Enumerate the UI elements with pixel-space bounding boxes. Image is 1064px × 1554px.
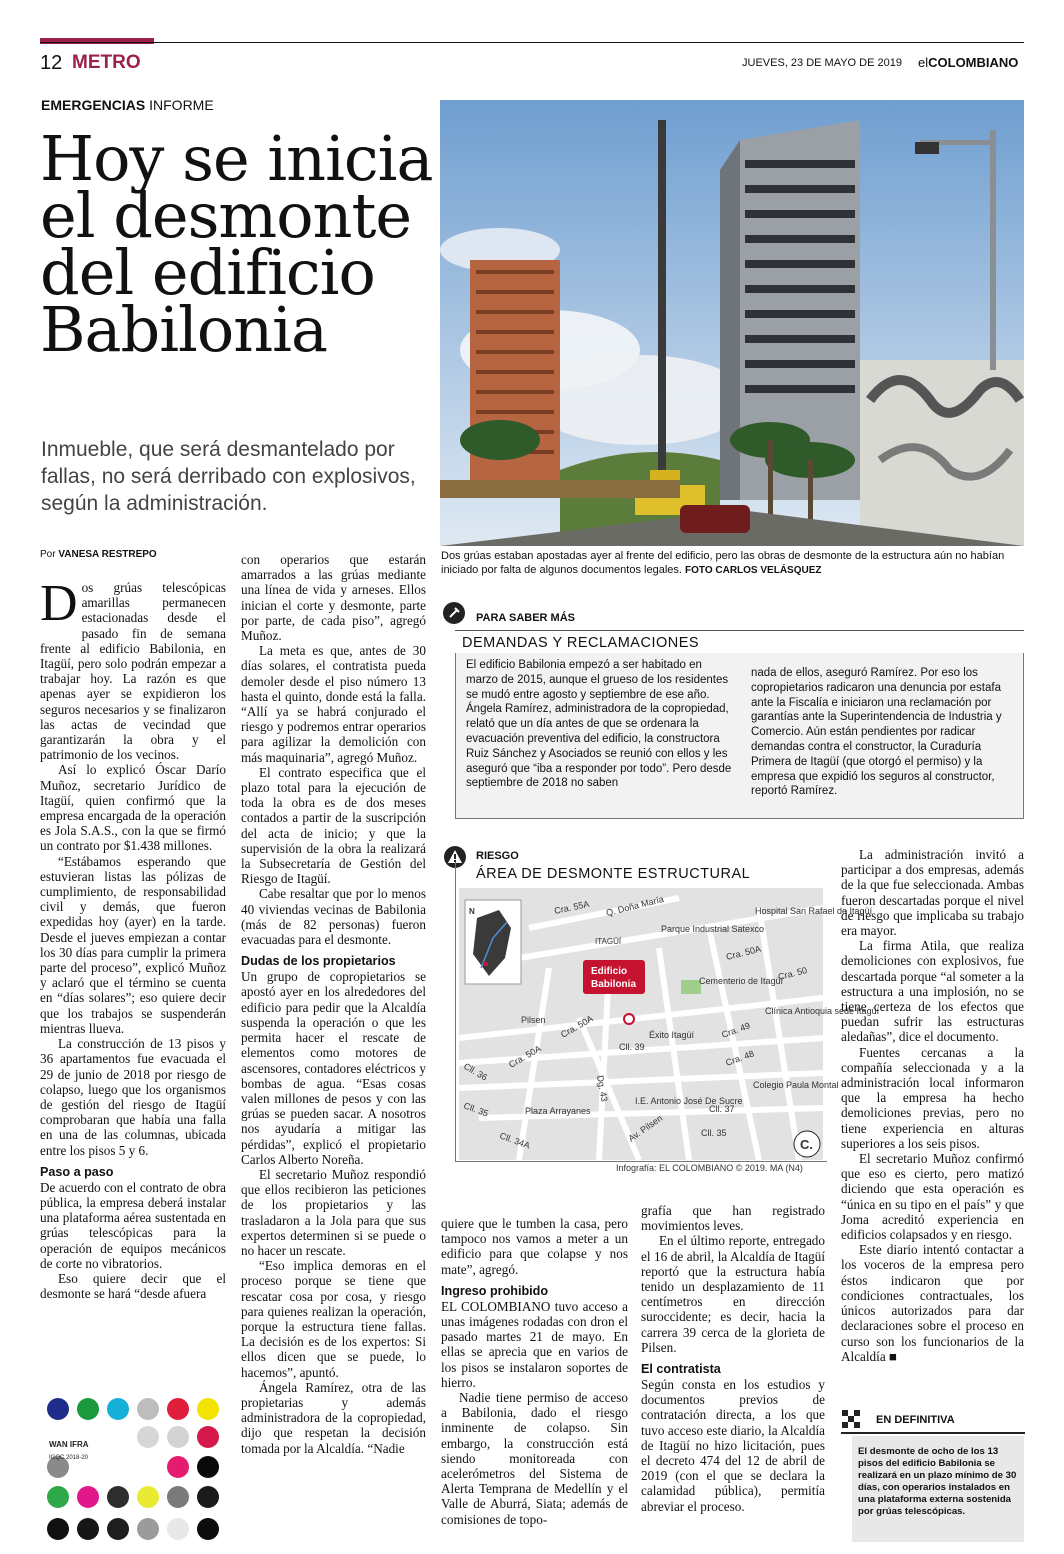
article-subhead: Inmueble, que será desmantelado por fallas, no será derribado con explosivos, según la administración.	[41, 438, 416, 515]
street-label: Cll. 34A	[498, 1130, 532, 1151]
end-mark: ■	[888, 1348, 897, 1364]
sidebar-rule	[455, 630, 1024, 631]
photo-caption: Dos grúas estaban apostadas ayer al frente del edificio, pero las obras de desmonte de la estructura aún no habían iniciado por falta de algunos documentos legales. FOTO CARLOS VELÁSQUEZ	[441, 550, 1005, 576]
street-label: Cll. 36	[462, 1061, 490, 1083]
poi-label: Éxito Itagüí	[649, 1030, 695, 1040]
paragraph: El secretario Muñoz respondió que ellos recibieron las peticiones de los propietarios y las trasladaron a la Jola para que sus expertos determinen si se puede o no hacer un rescate.	[241, 1166, 426, 1258]
street-label: Cra. 50A	[507, 1043, 543, 1070]
summary-text: El desmonte de ocho de los 13 pisos del edificio Babilonia se realizará en un plazo mínimo de 30 días, con operarios instalados en una plataforma externa sostenida por grúas telescópicas.	[858, 1446, 1017, 1517]
article-headline: Hoy se inicia el desmonte del edificio Babilonia	[40, 122, 433, 366]
poi-label: Pilsen	[521, 1015, 546, 1025]
paragraph: Nadie tiene permiso de acceso a Babilonia, dado el riesgo inminente de colapso. Sin embargo, la construcción está siendo monitoreada con acelerómetros del Sistema de Alerta Temprana de Medellín y el Valle de Aburrá, Siata; además de comisiones de topo-	[441, 1390, 628, 1527]
paragraph: quiere que le tumben la casa, pero tampoco nos vamos a meter a un edificio para que colapse y nos mate”, agregó.	[441, 1216, 628, 1277]
newspaper-logo: elCOLOMBIANO	[918, 55, 1019, 70]
paragraph: Según consta en los estudios y documentos previos de contratación directa, a los que tuvo acceso este diario, la Alcaldía de Itagüí no hizo licitación, pues el decreto 474 del 12 de abril de 2019 (con el que se declara la calamidad pública), permitía abreviar el proceso.	[641, 1377, 825, 1514]
map-title: ÁREA DE DESMONTE ESTRUCTURAL	[476, 866, 751, 882]
sidebar-text-left: El edificio Babilonia empezó a ser habitado en marzo de 2015, aunque el grueso de los residentes se mudó entre agosto y septiembre de ese año. Ángela Ramírez, administradora de la copropiedad, relató que un día antes de que se ordenara la evacuación preventiva del edificio, la constructora Ruiz Sánchez y Asociados se reunió con ellos y les aseguró que “iba a responder por todo”. Pero desde septiembre de 2018 no saben	[466, 659, 732, 790]
paragraph: “Estábamos esperando que estuvieran listas las pólizas de cumplimiento, de responsabilidad civil y demás, que fueron expedidas hoy (ayer) en la tarde. Desde el jueves empiezan a contar los 30 días para cumplir la primera parte del proceso”, explicó Muñoz y aclaró que el término se cuenta en “días solares”; eso quiere decir que los trabajos se suspenderán mientras llueva.	[40, 853, 226, 1036]
pin-icon	[443, 602, 465, 624]
paragraph: grafía que han registrado movimientos leves.	[641, 1203, 825, 1234]
sidebar-title: DEMANDAS Y RECLAMACIONES	[462, 635, 700, 651]
edition-date: JUEVES, 23 DE MAYO DE 2019	[742, 57, 902, 69]
wan-ifra-logo: WAN IFRA	[49, 1440, 89, 1449]
subheading: Dudas de los propietarios	[241, 954, 396, 969]
sidebar-label: PARA SABER MÁS	[476, 612, 576, 624]
sidebar-text-right: nada de ellos, aseguró Ramírez. Por eso los copropietarios radicaron una denuncia por estafa ante la Fiscalía e iniciaron una reclamación por garantías ante la Superintendencia de Industria y Comercio. Aún están pendientes por radicar demandas contra el constructor, la Curaduría Primera de Itagüí (que otorgó el permiso) y la empresa que expidió los seguros al constructor, reportó Ramírez.	[751, 667, 1002, 798]
map-label: RIESGO	[476, 850, 519, 862]
paragraph: La meta es que, antes de 30 días solares, el contratista pueda demoler desde el piso número 13 hasta el quinto, donde está la falla. “Allí ya se habrá conjurado el riesgo y podremos entrar operarios para agilizar la demolición con más maquinaria”, agregó Muñoz.	[241, 643, 426, 765]
paragraph: La firma Atila, que realiza demoliciones con explosivos, fue descartada porque “al someter a la estructura a una implosión, no se tiene certeza de los efectos que puedan sufrir las estructuras aledañas”, dice el documento.	[841, 938, 1024, 1045]
byline: Por VANESA RESTREPO	[40, 549, 157, 560]
article-column-4	[641, 1203, 825, 1514]
poi-label: Colegio Paula Montal	[753, 1080, 839, 1090]
summary-label: EN DEFINITIVA	[876, 1414, 955, 1426]
poi-label: Hospital San Rafael de Itagüí	[755, 906, 873, 916]
drop-cap: D	[40, 575, 78, 632]
north-indicator: N	[469, 907, 475, 916]
street-label: Cra. 50	[777, 965, 809, 982]
paragraph: La administración invitó a participar a dos empresas, además de la que fue seleccionada. Ambas fueron descartadas porque el nivel de riesgo que implicaba su trabajo era mayor.	[841, 847, 1024, 939]
paragraph: EL COLOMBIANO tuvo acceso a unas imágenes rodadas con dron el pasado martes 21 de mayo. En ellas se aprecia que en varios de los pisos se instalaron soportes de hierro.	[441, 1298, 628, 1390]
subheading: Ingreso prohibido	[441, 1283, 549, 1298]
paragraph: Ángela Ramírez, otra de las propietarias y además administradora de la copropiedad, dijo que respetan la decisión tomada por la Alcaldía. “Nadie	[241, 1379, 426, 1456]
street-label: Cll. 39	[619, 1042, 645, 1052]
paragraph: Fuentes cercanas a la compañía seleccionada y a la administración local informaron que la empresa ha hecho demoliciones previas, pero no tiene experiencia en alturas superiores a los seis pisos.	[841, 1044, 1024, 1151]
article-column-2	[241, 552, 426, 1456]
street-label: Cll. 37	[709, 1104, 735, 1114]
subheading: Paso a paso	[40, 1164, 114, 1179]
street-label: Dg. 43	[595, 1074, 610, 1103]
poi-label: Cementerio de Itagüí	[699, 976, 784, 986]
map-credit: Infografía: EL COLOMBIANO © 2019. MA (N4)	[616, 1163, 803, 1173]
page-number: 12	[40, 52, 63, 74]
article-column-3	[441, 1216, 628, 1527]
street-label: Cra. 48	[724, 1048, 756, 1068]
header-rule	[40, 42, 1024, 43]
marker-label: Babilonia	[591, 979, 637, 990]
subheading: El contratista	[641, 1362, 721, 1377]
poi-label: I.E. Antonio José De Sucre	[635, 1096, 743, 1106]
building-photo	[440, 100, 1024, 546]
street-label: Q. Doña María	[605, 893, 665, 918]
paragraph: Así lo explicó Óscar Darío Muñoz, secretario Jurídico de Itagüí, quien confirmó que la empresa encargada de la operación es Jola S.A.S., con la que se firmó un contrato por $1.438 millones.	[40, 762, 226, 854]
paragraph: La construcción de 13 pisos y 36 apartamentos fue evacuada el 29 de junio de 2018 por riesgo de colapso, luego que los organismos de gestión del riesgo de Itagüí comprobaran que había una falla en una de las columnas, ubicada entre los pisos 5 y 6.	[40, 1036, 226, 1158]
street-label: Cll. 35	[701, 1128, 727, 1138]
paragraph: En el último reporte, entregado el 16 de abril, la Alcaldía de Itagüí reportó que la estructura había tenido un desplazamiento de 11 centímetros en dirección suroccidente; es decir, hacia la carrera 39 cerca de la glorieta de Pilsen.	[641, 1233, 825, 1355]
paragraph: El secretario Muñoz confirmó que eso es cierto, pero matizó diciendo que esta operación es “única en su tipo en el país” y que Joma acreditó experiencia en edificios colapsados y en riesgo.	[841, 1151, 1024, 1243]
paragraph: “Eso implica demoras en el proceso porque se tiene que rescatar cosa por cosa, y riesgo para quienes realizan la operación, porque la estructura tiene fallas. La decisión es de los expertos: Si ellos dicen que se puede, lo hacemos”, apuntó.	[241, 1258, 426, 1380]
poi-label: Clínica Antioquia sede Itagüí	[765, 1006, 880, 1016]
paragraph: De acuerdo con el contrato de obra pública, la empresa deberá instalar una plataforma aérea sustentada en grúas telescópicas para la operación de equipos mecánicos de corte no vibratorios.	[40, 1179, 226, 1271]
summary-rule	[841, 1432, 1025, 1434]
badge-letter: C.	[800, 1137, 813, 1152]
paragraph: con operarios que estarán amarrados a las grúas mediante una línea de vida y arneses. Ellos inician el corte y desmonte, parte por parte, de cada piso”, agregó Muñoz.	[241, 552, 426, 644]
section-name: METRO	[72, 52, 141, 73]
article-column-5	[841, 847, 1024, 1364]
paragraph: Dos grúas telescópicas amarillas permanecen estacionadas desde el pasado fin de semana frente al edificio Babilonia, en Itagüí, pero solo podrán empezar a trabajar hoy. La razón es que apenas ayer se expidieron los seguros necesarios y se finalizaron las actas de vecindad que garantizarán la obra y el patrimonio de los vecinos.	[40, 575, 226, 763]
paragraph: Este diario intentó contactar a los voceros de la empresa pero éstos indicaron que por condiciones contractuales, los únicos autorizados para dar declaraciones sobre el proceso en curso son los funcionarios de la Alcaldía ■	[841, 1242, 1024, 1364]
photo-illustration	[440, 100, 1024, 546]
marker-label: Edificio	[591, 966, 628, 977]
city-label: ITAGÜÍ	[595, 937, 622, 946]
article-column-1	[40, 575, 226, 1302]
poi-label: Parque Industrial Satexco	[661, 924, 765, 934]
paragraph: Un grupo de copropietarios se apostó ayer en los alrededores del edificio para pedir que la Alcaldía suspenda la operación o que les permita hacer el rescate de elementos como motores de ascensores, contadores eléctricos y bombas de agua. “Esas cosas valen millones de pesos y con las grúas se pueden sacar. A nosotros nos ayudaría a mitigar las pérdidas”, explicó el propietario Carlos Alberto Noreña.	[241, 969, 426, 1167]
paragraph: El contrato especifica que el plazo total para la ejecución de toda la obra es de dos meses contados a partir de la suscripción del acta de inicio; y que la supervisión de la obra la realizará la Subsecretaría de Gestión del Riesgo de Itagüí.	[241, 764, 426, 887]
poi-label: Plaza Arrayanes	[525, 1106, 591, 1116]
checker-icon	[842, 1410, 860, 1428]
paragraph: Eso quiere decir que el desmonte se hará “desde afuera	[40, 1270, 226, 1302]
paragraph: Cabe resaltar que por lo menos 40 viviendas vecinas de Babilonia (más de 82 personas) fueron evacuadas para el desmonte.	[241, 886, 426, 948]
street-label: Cra. 49	[720, 1020, 752, 1040]
street-label: Cra. 55A	[553, 898, 591, 916]
street-label: Cra. 50A	[725, 943, 762, 962]
print-color-bar	[44, 1397, 224, 1547]
colorbar-caption: IGQC 2018-20	[49, 1455, 89, 1461]
article-kicker: EMERGENCIAS INFORME	[41, 97, 214, 113]
street-map	[459, 888, 880, 1160]
street-label: Cra. 50A	[559, 1013, 595, 1040]
section-accent-bar	[40, 38, 154, 44]
street-label: Av. Pilsen	[626, 1112, 665, 1144]
cemetery-park	[681, 980, 701, 994]
street-label: Cll. 35	[462, 1100, 490, 1119]
